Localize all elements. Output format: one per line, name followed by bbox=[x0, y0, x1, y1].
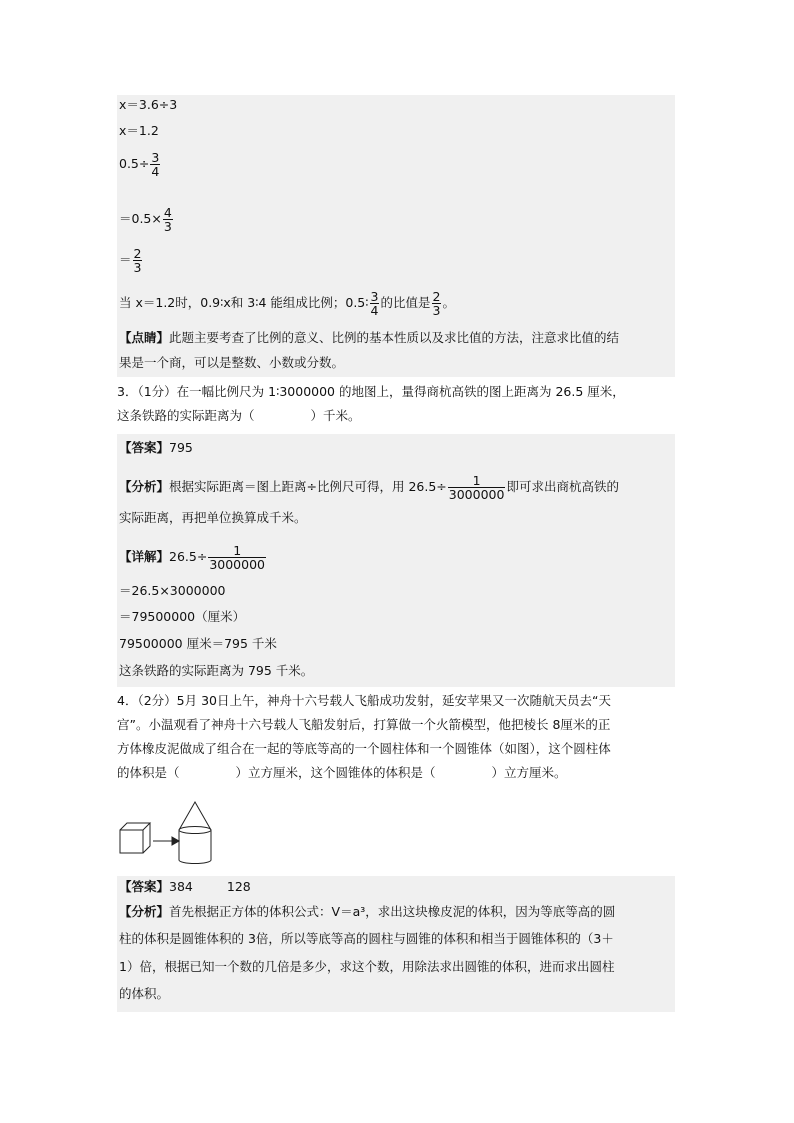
cube-side bbox=[143, 823, 150, 853]
analysis-label: 【分析】 bbox=[119, 479, 170, 494]
equation-line: x＝1.2 bbox=[119, 123, 159, 138]
tip-line: 【点睛】此题主要考查了比例的意义、比例的基本性质以及求比值的方法，注意求比值的结 bbox=[119, 330, 620, 345]
question-line: 宫”。小温观看了神舟十六号载人飞船发射后，打算做一个火箭模型，他把棱长 8厘米的正 bbox=[117, 717, 611, 732]
fraction: $\frac{3}{4}$ bbox=[370, 289, 379, 318]
solution-block-2 bbox=[117, 434, 675, 687]
fraction: $\frac{1}{3000000}$ bbox=[209, 543, 265, 572]
fraction: $\frac{4}{3}$ bbox=[163, 205, 172, 234]
analysis-line: 柱的体积是圆锥体积的 3倍，所以等底等高的圆柱与圆锥的体积和相当于圆锥体积的（3＋ bbox=[119, 931, 614, 946]
answer-line: 【答案】795 bbox=[119, 440, 193, 455]
detail-label: 【详解】 bbox=[119, 549, 170, 564]
question-line: 4．（2分）5月 30日上午，神舟十六号载人飞船成功发射，延安苹果又一次随航天员去“天 bbox=[117, 693, 611, 708]
answer-label: 【答案】 bbox=[119, 879, 170, 894]
equation-line: x＝3.6÷3 bbox=[119, 97, 178, 112]
analysis-line: 1）倍，根据已知一个数的几倍是多少，求这个数，用除法求出圆锥的体积，进而求出圆柱 bbox=[119, 959, 615, 974]
fraction: $\frac{2}{3}$ bbox=[133, 246, 142, 275]
equation-line: ＝0.5× $\frac{4}{3}$ bbox=[119, 205, 172, 234]
question-3 bbox=[117, 380, 679, 428]
cone-base bbox=[179, 827, 211, 834]
conclusion-line: 当 x＝1.2时，0.9∶x和 3∶4 能组成比例；0.5∶ $\frac{3}{4}$ 的比值是 $\frac{2}{3}$ 。 bbox=[119, 289, 455, 318]
answer-line: 【答案】384 128 bbox=[119, 879, 251, 894]
question-line: 3．（1分）在一幅比例尺为 1∶3000000 的地图上，量得商杭高铁的图上距离为 26.5 厘米， bbox=[117, 384, 625, 399]
equation-line: 0.5÷ $\frac{3}{4}$ bbox=[119, 150, 160, 179]
detail-line: 【详解】26.5÷ $\frac{1}{3000000}$ bbox=[119, 543, 265, 572]
analysis-line: 【分析】根据实际距离＝图上距离÷比例尺可得，用 26.5÷ $\frac{1}{3000000}$ 即可求出商杭高铁的 bbox=[119, 473, 619, 502]
detail-line: ＝26.5×3000000 bbox=[119, 583, 226, 598]
cube-top bbox=[120, 823, 150, 830]
detail-line: ＝79500000（厘米） bbox=[119, 609, 246, 624]
cube-front bbox=[120, 830, 143, 853]
fraction: $\frac{2}{3}$ bbox=[432, 289, 441, 318]
question-line: 的体积是（ ）立方厘米，这个圆锥体的体积是（ ）立方厘米。 bbox=[117, 765, 567, 780]
analysis-line: 【分析】首先根据正方体的体积公式：V＝a³，求出这块橡皮泥的体积，因为等底等高的圆 bbox=[119, 904, 616, 919]
question-line: 这条铁路的实际距离为（ ）千米。 bbox=[117, 408, 361, 423]
analysis-line: 实际距离，再把单位换算成千米。 bbox=[119, 510, 307, 525]
fraction: $\frac{1}{3000000}$ bbox=[448, 473, 505, 502]
analysis-label: 【分析】 bbox=[119, 904, 170, 919]
solution-block-3 bbox=[117, 876, 675, 1012]
analysis-line: 的体积。 bbox=[119, 986, 170, 1001]
equation-line: ＝ $\frac{2}{3}$ bbox=[119, 246, 142, 275]
cone bbox=[179, 802, 211, 830]
fraction: $\frac{3}{4}$ bbox=[151, 150, 160, 179]
detail-line: 这条铁路的实际距离为 795 千米。 bbox=[119, 663, 314, 678]
arrow-head bbox=[172, 837, 179, 845]
tip-line: 果是一个商，可以是整数、小数或分数。 bbox=[119, 355, 345, 370]
detail-line: 79500000 厘米＝795 千米 bbox=[119, 636, 277, 651]
question-line: 方体橡皮泥做成了组合在一起的等底等高的一个圆柱体和一个圆锥体（如图），这个圆柱体 bbox=[117, 741, 611, 756]
tip-label: 【点睛】 bbox=[119, 330, 170, 345]
solution-block-1 bbox=[117, 95, 675, 377]
cube-to-rocket-figure bbox=[115, 800, 225, 868]
question-4 bbox=[117, 689, 679, 785]
answer-label: 【答案】 bbox=[119, 440, 170, 455]
cylinder-bottom bbox=[179, 860, 211, 864]
